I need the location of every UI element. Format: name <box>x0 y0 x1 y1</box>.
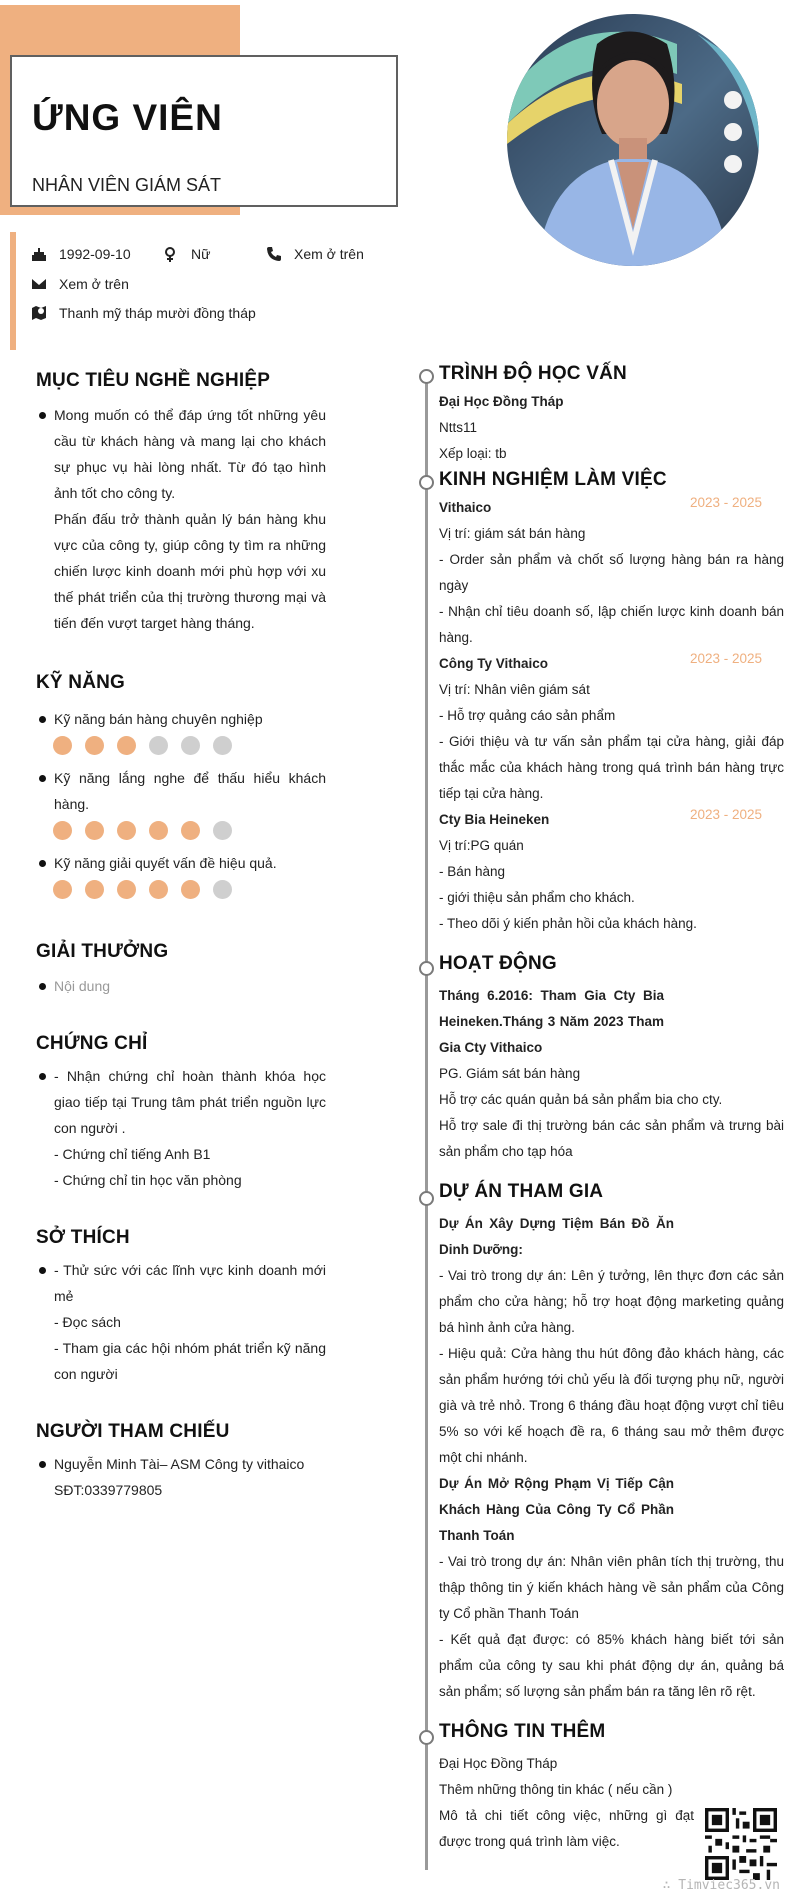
timeline-node <box>419 961 434 976</box>
education-school: Đại Học Đồng Tháp <box>439 394 564 409</box>
section-title-more-info: THÔNG TIN THÊM <box>439 1721 606 1742</box>
awards-section <box>36 941 326 999</box>
birthday-value: 1992-09-10 <box>59 246 131 262</box>
qr-code <box>705 1808 777 1880</box>
certificate-line: - Chứng chỉ tiếng Anh B1 <box>54 1146 211 1162</box>
skill-rating <box>36 736 326 755</box>
timeline-node <box>419 1191 434 1206</box>
more-info-line: Mô tả chi tiết công việc, những gì đạt được trong quá trình làm việc. <box>439 1808 694 1849</box>
candidate-position: NHÂN VIÊN GIÁM SÁT <box>32 175 222 195</box>
header-name-box <box>10 55 398 207</box>
project-line: - Kết quả đạt được: có 85% khách hàng biết tới sản phẩm của công ty sau khi phát động dự án, quảng bá sản phẩm; số lượng sản phẩm bán ra tăng lên rõ rệt. <box>439 1632 784 1699</box>
project-title: Dự Án Xây Dựng Tiệm Bán Đồ Ăn Dinh Dưỡng: <box>439 1216 674 1257</box>
section-title-activities: HOẠT ĐỘNG <box>439 953 557 974</box>
certificate-line: - Chứng chỉ tin học văn phòng <box>54 1172 242 1188</box>
gender-icon <box>163 246 179 262</box>
skill-item: Kỹ năng giải quyết vấn đề hiệu quả. <box>36 850 326 876</box>
skill-item: Kỹ năng bán hàng chuyên nghiệp <box>36 706 326 732</box>
contact-info <box>10 232 390 350</box>
education-section <box>439 363 784 467</box>
education-major: Ntts11 <box>439 420 478 435</box>
phone-icon <box>266 246 282 262</box>
objective-text: Mong muốn có thể đáp ứng tốt những yêu cầu từ khách hàng và mang lại cho khách sự phục vụ hài lòng nhất. Từ đó tạo hình ảnh tốt cho công ty. <box>36 402 326 506</box>
hobbies-section <box>36 1227 326 1387</box>
job-line: Vị trí: Nhân viên giám sát <box>439 682 590 697</box>
contact-phone <box>266 246 364 262</box>
timeline-line <box>425 378 428 1870</box>
activity-line: Hỗ trợ sale đi thị trường bán các sản phẩm và trưng bài sản phẩm cho tạp hóa <box>439 1118 784 1159</box>
objective-section <box>36 370 326 636</box>
reference-line: Nguyễn Minh Tài– ASM Công ty vithaico <box>36 1451 326 1477</box>
section-title-certificates: CHỨNG CHỈ <box>36 1033 148 1054</box>
awards-content: Nội dung <box>36 973 326 999</box>
job-company: Công Ty Vithaico <box>439 656 549 671</box>
contact-address <box>31 305 256 321</box>
job-entry <box>439 651 784 807</box>
gender-value: Nữ <box>191 246 211 262</box>
skill-rating <box>36 821 326 840</box>
site-brand: ∴ Timviec365.vn <box>662 1878 780 1893</box>
activity-heading: Tháng 6.2016: Tham Gia Cty Bia Heineken.Tháng 3 Năm 2023 Tham Gia Cty Vithaico <box>439 988 664 1055</box>
job-years: 2023 - 2025 <box>689 807 762 822</box>
more-info-line: Thêm những thông tin khác ( nếu cần ) <box>439 1782 673 1797</box>
project-line: - Hiệu quả: Cửa hàng thu hút đông đảo khách hàng, các sản phẩm hướng tới chủ yếu là đối tượng phụ nữ, người già và trẻ nhỏ. Trong 6 tháng đầu hoạt động vượt chỉ tiêu 5% so với kế hoạch đề ra, 6 tháng sau mở thêm được một chi nhánh. <box>439 1346 784 1465</box>
contact-email <box>31 276 129 292</box>
project-title: Dự Án Mở Rộng Phạm Vị Tiếp Cận Khách Hàng Của Công Ty Cổ Phần Thanh Toán <box>439 1476 674 1543</box>
certificate-line: - Nhận chứng chỉ hoàn thành khóa học giao tiếp tại Trung tâm phát triển nguồn lực con người . <box>36 1063 326 1141</box>
projects-section <box>439 1181 784 1705</box>
cake-icon <box>31 246 47 262</box>
experience-section <box>439 469 784 937</box>
phone-value: Xem ở trên <box>294 246 364 262</box>
section-title-skills: KỸ NĂNG <box>36 672 126 693</box>
section-title-experience: KINH NGHIỆM LÀM VIỆC <box>439 469 667 490</box>
section-title-projects: DỰ ÁN THAM GIA <box>439 1181 604 1202</box>
project-line: - Vai trò trong dự án: Nhân viên phân tích thị trường, thu thập thông tin ý kiến khách hàng về sản phẩm của Công ty Cổ phần Thanh Toán <box>439 1554 784 1621</box>
section-title-references: NGƯỜI THAM CHIẾU <box>36 1421 230 1442</box>
job-line: - Theo dõi ý kiến phản hồi của khách hàng. <box>439 916 697 931</box>
job-line: Vị trí:PG quán <box>439 838 524 853</box>
job-entry <box>439 807 784 937</box>
more-info-line: Đại Học Đồng Tháp <box>439 1756 558 1771</box>
section-title-awards: GIẢI THƯỞNG <box>36 941 169 962</box>
job-company: Cty Bia Heineken <box>439 812 550 827</box>
skill-item: Kỹ năng lắng nghe để thấu hiểu khách hàng. <box>36 765 326 817</box>
timeline-node <box>419 1730 434 1745</box>
job-line: - giới thiệu sản phẩm cho khách. <box>439 890 635 905</box>
objective-text-2: Phấn đấu trở thành quản lý bán hàng khu vực của công ty, giúp công ty tìm ra những chiến lược kinh doanh mới phù hợp với xu thế phát triển của thị trường thương mại và tiến đến vượt target hàng tháng. <box>54 511 326 631</box>
section-title-education: TRÌNH ĐỘ HỌC VẤN <box>439 363 627 384</box>
contact-birthday <box>31 246 131 262</box>
job-line: - Hỗ trợ quảng cáo sản phẩm <box>439 708 616 723</box>
activity-line: Hỗ trợ các quán quản bá sản phẩm bia cho cty. <box>439 1092 723 1107</box>
job-line: - Bán hàng <box>439 864 506 879</box>
job-line: - Nhận chỉ tiêu doanh số, lập chiến lược kinh doanh bán hàng. <box>439 604 784 645</box>
job-line: - Order sản phẩm và chốt số lượng hàng bán ra hàng ngày <box>439 552 784 593</box>
mail-icon <box>31 276 47 292</box>
hobby-line: - Thử sức với các lĩnh vực kinh doanh mới mẻ <box>36 1257 326 1309</box>
section-title-hobbies: SỞ THÍCH <box>36 1227 130 1248</box>
candidate-name: ỨNG VIÊN <box>32 97 223 138</box>
profile-photo <box>507 14 759 266</box>
address-value: Thanh mỹ tháp mười đồng tháp <box>59 305 256 321</box>
section-title-objective: MỤC TIÊU NGHỀ NGHIỆP <box>36 370 271 391</box>
left-column <box>36 370 326 1503</box>
map-pin-icon <box>31 305 47 321</box>
references-section <box>36 1421 326 1503</box>
job-entry <box>439 495 784 651</box>
job-line: Vị trí: giám sát bán hàng <box>439 526 586 541</box>
activities-section <box>439 953 784 1165</box>
timeline-node <box>419 475 434 490</box>
timeline-node <box>419 369 434 384</box>
job-years: 2023 - 2025 <box>689 495 762 510</box>
skill-rating <box>36 880 326 899</box>
reference-line: SĐT:0339779805 <box>54 1482 163 1498</box>
email-value: Xem ở trên <box>59 276 129 292</box>
job-line: - Giới thiệu và tư vấn sản phẩm tại cửa hàng, giải đáp thắc mắc của khách hàng trong quá trình bán hàng trực tiếp tại cửa hàng. <box>439 734 784 801</box>
right-column <box>439 363 784 1855</box>
hobby-line: - Tham gia các hội nhóm phát triển kỹ năng con người <box>54 1340 326 1382</box>
activity-line: PG. Giám sát bán hàng <box>439 1066 581 1081</box>
job-company: Vithaico <box>439 500 492 515</box>
skills-section <box>36 672 326 899</box>
education-grade: Xếp loại: tb <box>439 446 507 461</box>
hobby-line: - Đọc sách <box>54 1314 121 1330</box>
project-line: - Vai trò trong dự án: Lên ý tưởng, lên thực đơn các sản phẩm cho cửa hàng; hỗ trợ hoạt động marketing quảng bá hình ảnh cửa hàng. <box>439 1268 784 1335</box>
contact-gender <box>163 246 210 262</box>
certificates-section <box>36 1033 326 1193</box>
job-years: 2023 - 2025 <box>689 651 762 666</box>
